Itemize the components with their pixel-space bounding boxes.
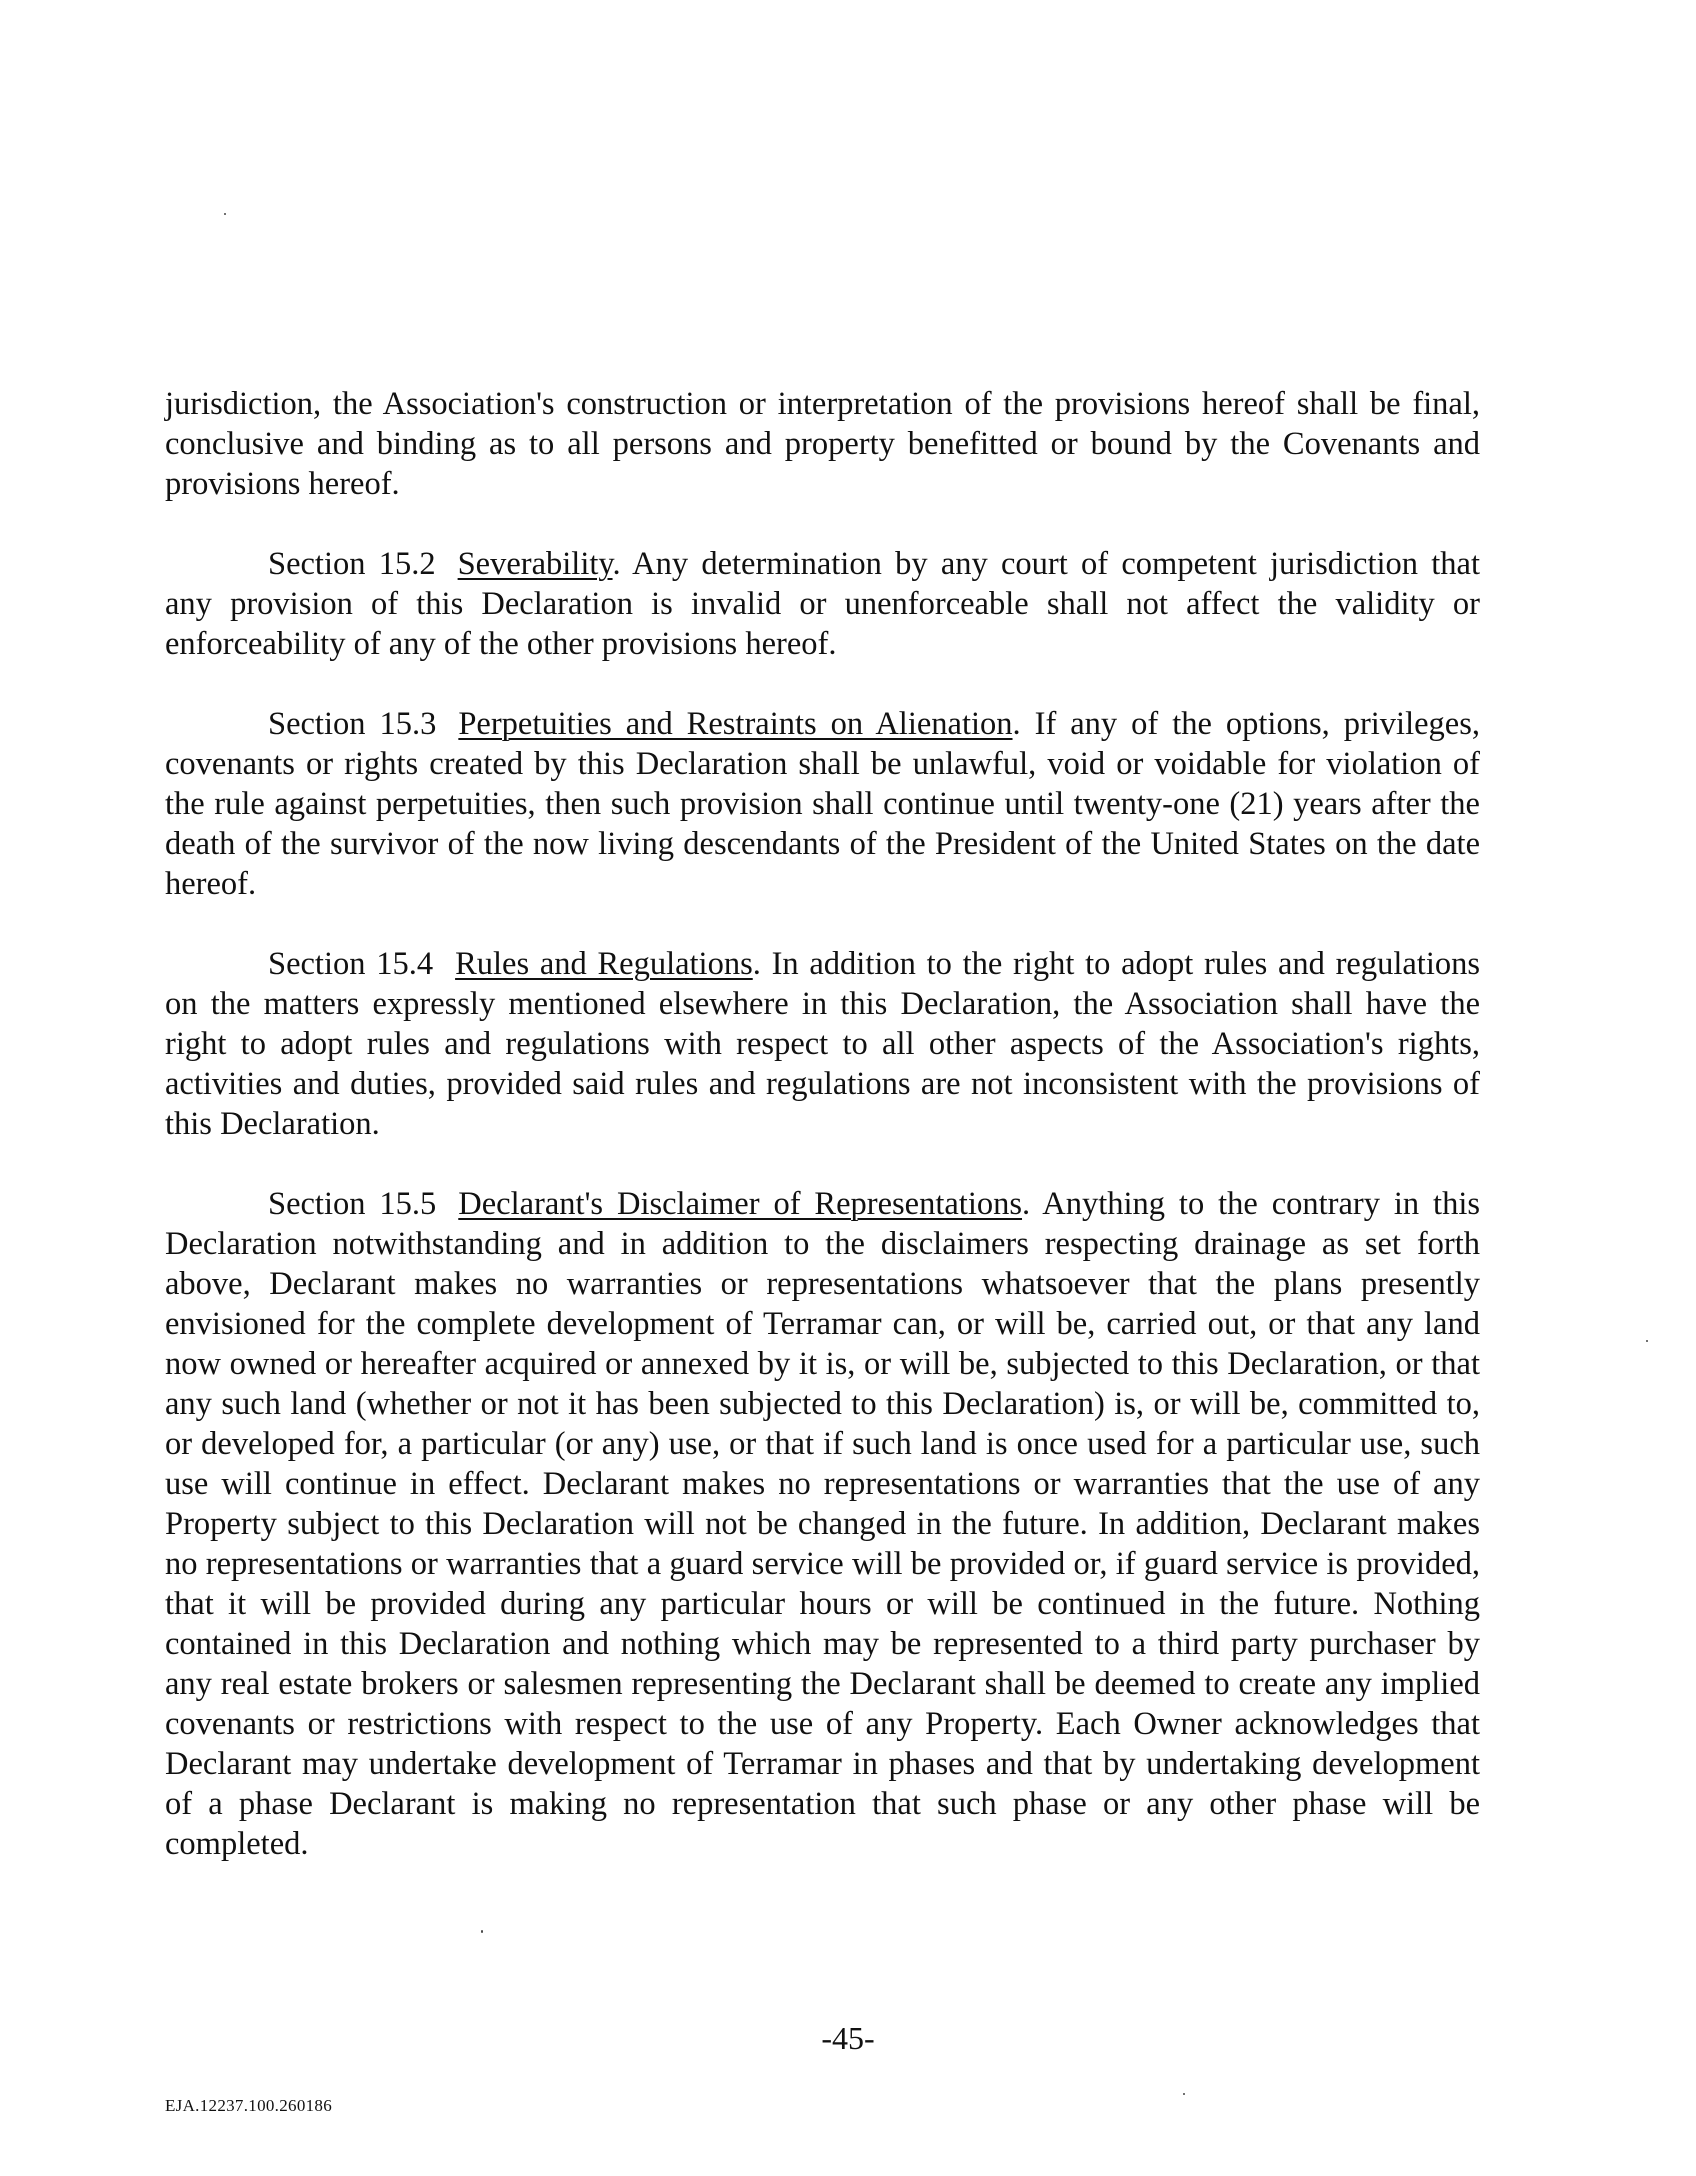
- section-number: Section 15.3: [268, 706, 437, 742]
- section-title: Declarant's Disclaimer of Representations: [458, 1186, 1023, 1222]
- section-text: . If any of the options, privileges, covenants or rights created by this Declaration shall be unlawful, void or voidable for violation of the rule against perpetuities, then such provision shall continue until twenty-one (21) years after the death of the survivor of the now living descendants of the President of the United States on the date hereof.: [165, 706, 1480, 902]
- scan-speck: [1183, 2093, 1185, 2095]
- scan-speck: [481, 1930, 483, 1933]
- section-15-4: [165, 944, 1480, 1144]
- page-number: -45-: [821, 2020, 875, 2056]
- document-id: EJA.12237.100.260186: [165, 2096, 333, 2115]
- section-15-3: [165, 704, 1480, 904]
- section-15-2: [165, 544, 1480, 664]
- section-title: Severability: [457, 546, 613, 582]
- section-text: . Any determination by any court of competent jurisdiction that any provision of this Declaration is invalid or unenforceable shall not affect the validity or enforceability of any of the other provisions hereof.: [165, 546, 1480, 662]
- section-number: Section 15.4: [268, 946, 434, 982]
- section-text: . Anything to the contrary in this Declaration notwithstanding and in addition to the disclaimers respecting drainage as set forth above, Declarant makes no warranties or representations whatsoever that the plans presently envisioned for the complete development of Terramar can, or will be, carried out, or that any land now owned or hereafter acquired or annexed by it is, or will be, subjected to this Declaration, or that any such land (whether or not it has been subjected to this Declaration) is, or will be, committed to, or developed for, a particular (or any) use, or that if such land is once used for a particular use, such use will continue in effect. Declarant makes no representations or warranties that the use of any Property subject to this Declaration will not be changed in the future. In addition, Declarant makes no representations or warranties that a guard service will be provided or, if guard service is provided, that it will be provided during any particular hours or will be continued in the future. Nothing contained in this Declaration and nothing which may be represented to a third party purchaser by any real estate brokers or salesmen representing the Declarant shall be deemed to create any implied covenants or restrictions with respect to the use of any Property. Each Owner acknowledges that Declarant may undertake development of Terramar in phases and that by undertaking development of a phase Declarant is making no representation that such phase or any other phase will be completed.: [165, 1186, 1481, 1862]
- section-title: Rules and Regulations: [455, 946, 753, 982]
- section-title: Perpetuities and Restraints on Alienation: [458, 706, 1013, 742]
- scan-speck: [224, 213, 226, 215]
- document-body: [165, 384, 1480, 1904]
- section-number: Section 15.5: [268, 1186, 437, 1222]
- section-15-5: [165, 1184, 1480, 1864]
- scan-speck: [1646, 1340, 1648, 1342]
- section-number: Section 15.2: [268, 546, 436, 582]
- opening-paragraph: jurisdiction, the Association's construction or interpretation of the provisions hereof shall be final, conclusive and binding as to all persons and property benefitted or bound by the Covenants and provisions hereof.: [165, 386, 1480, 502]
- section-text: . In addition to the right to adopt rules and regulations on the matters expressly mentioned elsewhere in this Declaration, the Association shall have the right to adopt rules and regulations with respect to all other aspects of the Association's rights, activities and duties, provided said rules and regulations are not inconsistent with the provisions of this Declaration.: [165, 946, 1480, 1142]
